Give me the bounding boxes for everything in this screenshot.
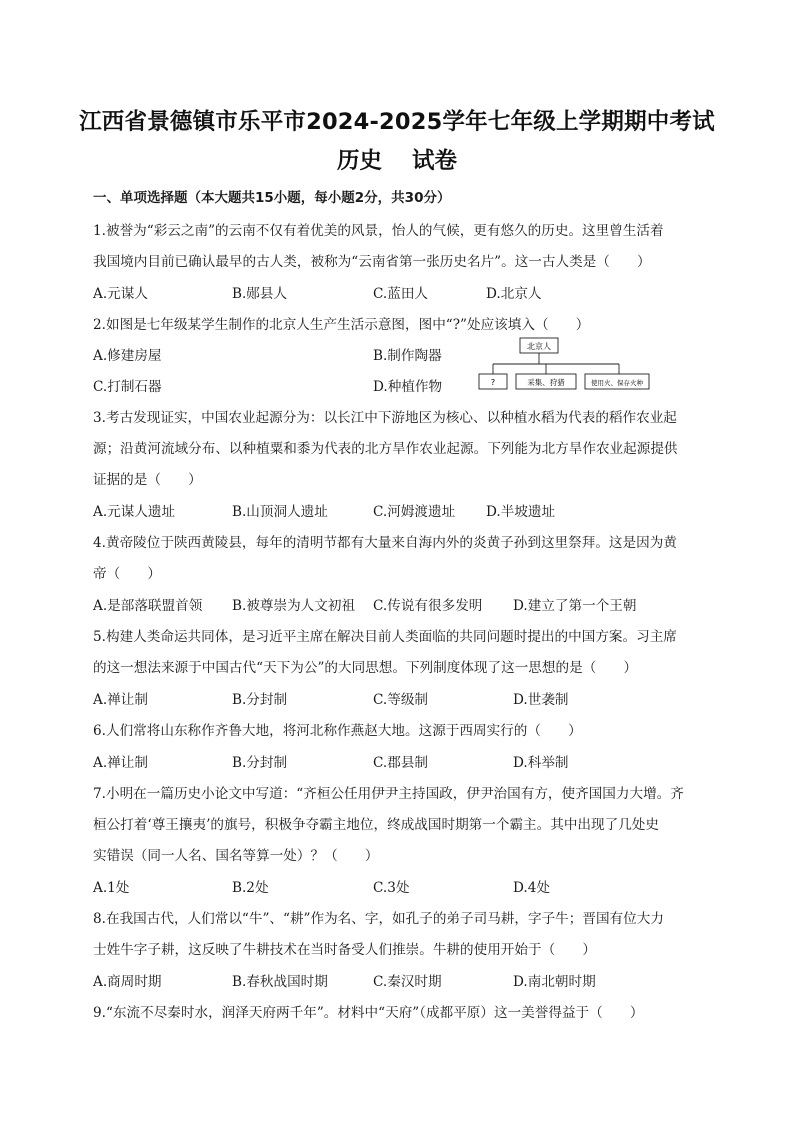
question-1-line: 我国境内目前已确认最早的古人类，被称为“云南省第一张历史名片”。这一古人类是（ ） [93, 254, 651, 270]
q6-option-a: A.禅让制 [93, 755, 148, 771]
q6-option-c: C.郡县制 [373, 755, 429, 771]
diagram-box-3-label: 使用火、保存火种 [591, 379, 643, 387]
q8-option-b: B.春秋战国时期 [232, 974, 328, 990]
exam-title: 江西省景德镇市乐平市2024-2025学年七年级上学期期中考试 [79, 109, 715, 135]
question-7-line: 7.小明在一篇历史小论文中写道：“齐桓公任用伊尹主持国政，伊尹治国有方，使齐国国力大增。齐 [93, 786, 684, 802]
beijing-man-diagram [474, 337, 650, 395]
q2-option-b: B.制作陶器 [373, 348, 442, 364]
q6-option-d: D.科举制 [513, 755, 569, 771]
q7-option-d: D.4处 [513, 880, 550, 896]
exam-subtitle [0, 143, 794, 175]
q3-option-d: D.半坡遗址 [486, 504, 556, 520]
q8-option-c: C.秦汉时期 [373, 974, 442, 990]
q1-option-c: C.蓝田人 [373, 286, 429, 302]
question-9-line: 9.“东流不尽秦时水，润泽天府两千年”。材料中“天府”（成都平原）这一美誉得益于（ ） [93, 1005, 644, 1021]
q5-option-a: A.禅让制 [93, 692, 148, 708]
q3-option-c: C.河姆渡遗址 [373, 504, 456, 520]
question-5-line: 的这一想法来源于中国古代“天下为公”的大同思想。下列制度体现了这一思想的是（ ） [93, 660, 638, 676]
q8-option-d: D.南北朝时期 [513, 974, 596, 990]
q2-option-c: C.打制石器 [93, 379, 162, 395]
question-8-line: 8.在我国古代，人们常以“牛”、“耕”作为名、字，如孔子的弟子司马耕，字子牛；晋国有位大力 [93, 911, 664, 927]
question-3-line: 源；沿黄河流域分布、以种植粟和黍为代表的北方旱作农业起源。下列能为北方旱作农业起源提供 [93, 441, 678, 457]
question-7-line: 实错误（同一人名、国名等算一处）？（ ） [93, 848, 379, 864]
q7-option-a: A.1处 [93, 880, 130, 896]
diagram-box-2-label: 采集、狩猎 [527, 378, 565, 387]
paper-label: 试卷 [412, 148, 458, 174]
q3-option-b: B.山顶洞人遗址 [232, 504, 328, 520]
q4-option-d: D.建立了第一个王朝 [513, 598, 637, 614]
question-3-line: 3.考古发现证实，中国农业起源分为：以长江中下游地区为核心、以种植水稻为代表的稻作农业起 [93, 410, 677, 426]
question-8-line: 士姓牛字子耕，这反映了牛耕技术在当时备受人们推崇。牛耕的使用开始于（ ） [93, 942, 596, 958]
q1-option-d: D.北京人 [486, 286, 542, 302]
diagram-box-1-label: ? [490, 378, 496, 387]
q5-option-c: C.等级制 [373, 692, 429, 708]
section-heading: 一、单项选择题（本大题共15小题，每小题2分，共30分） [93, 190, 451, 206]
subject-label: 历史 [336, 148, 382, 174]
diagram-top-label: 北京人 [527, 342, 551, 351]
q3-option-a: A.元谋人遗址 [93, 504, 176, 520]
q6-option-b: B.分封制 [232, 755, 288, 771]
q7-option-c: C.3处 [373, 880, 410, 896]
q2-option-a: A.修建房屋 [93, 348, 162, 364]
question-6-line: 6.人们常将山东称作齐鲁大地，将河北称作燕赵大地。这源于西周实行的（ ） [93, 723, 582, 739]
q4-option-b: B.被尊崇为人文初祖 [232, 598, 356, 614]
q8-option-a: A.商周时期 [93, 974, 162, 990]
q7-option-b: B.2处 [232, 880, 269, 896]
question-3-line: 证据的是（ ） [93, 472, 202, 488]
q4-option-a: A.是部落联盟首领 [93, 598, 203, 614]
question-7-line: 桓公打着‘尊王攘夷’的旗号，积极争夺霸主地位，终成战国时期第一个霸主。其中出现了几处史 [93, 817, 659, 833]
q4-option-c: C.传说有很多发明 [373, 598, 483, 614]
q5-option-b: B.分封制 [232, 692, 288, 708]
q2-option-d: D.种植作物 [373, 379, 443, 395]
q1-option-b: B.郧县人 [232, 286, 288, 302]
q5-option-d: D.世袭制 [513, 692, 569, 708]
question-4-line: 帝（ ） [93, 566, 161, 582]
question-2-line: 2.如图是七年级某学生制作的北京人生产生活示意图，图中“?”处应该填入（ ） [93, 317, 590, 333]
q1-option-a: A.元谋人 [93, 286, 148, 302]
question-5-line: 5.构建人类命运共同体，是习近平主席在解决目前人类面临的共同问题时提出的中国方案。习主席 [93, 629, 677, 645]
question-4-line: 4.黄帝陵位于陕西黄陵县，每年的清明节都有大量来自海内外的炎黄子孙到这里祭拜。这是因为黄 [93, 535, 677, 551]
question-1-line: 1.被誉为“彩云之南”的云南不仅有着优美的风景，怡人的气候，更有悠久的历史。这里曾生活着 [93, 223, 664, 239]
